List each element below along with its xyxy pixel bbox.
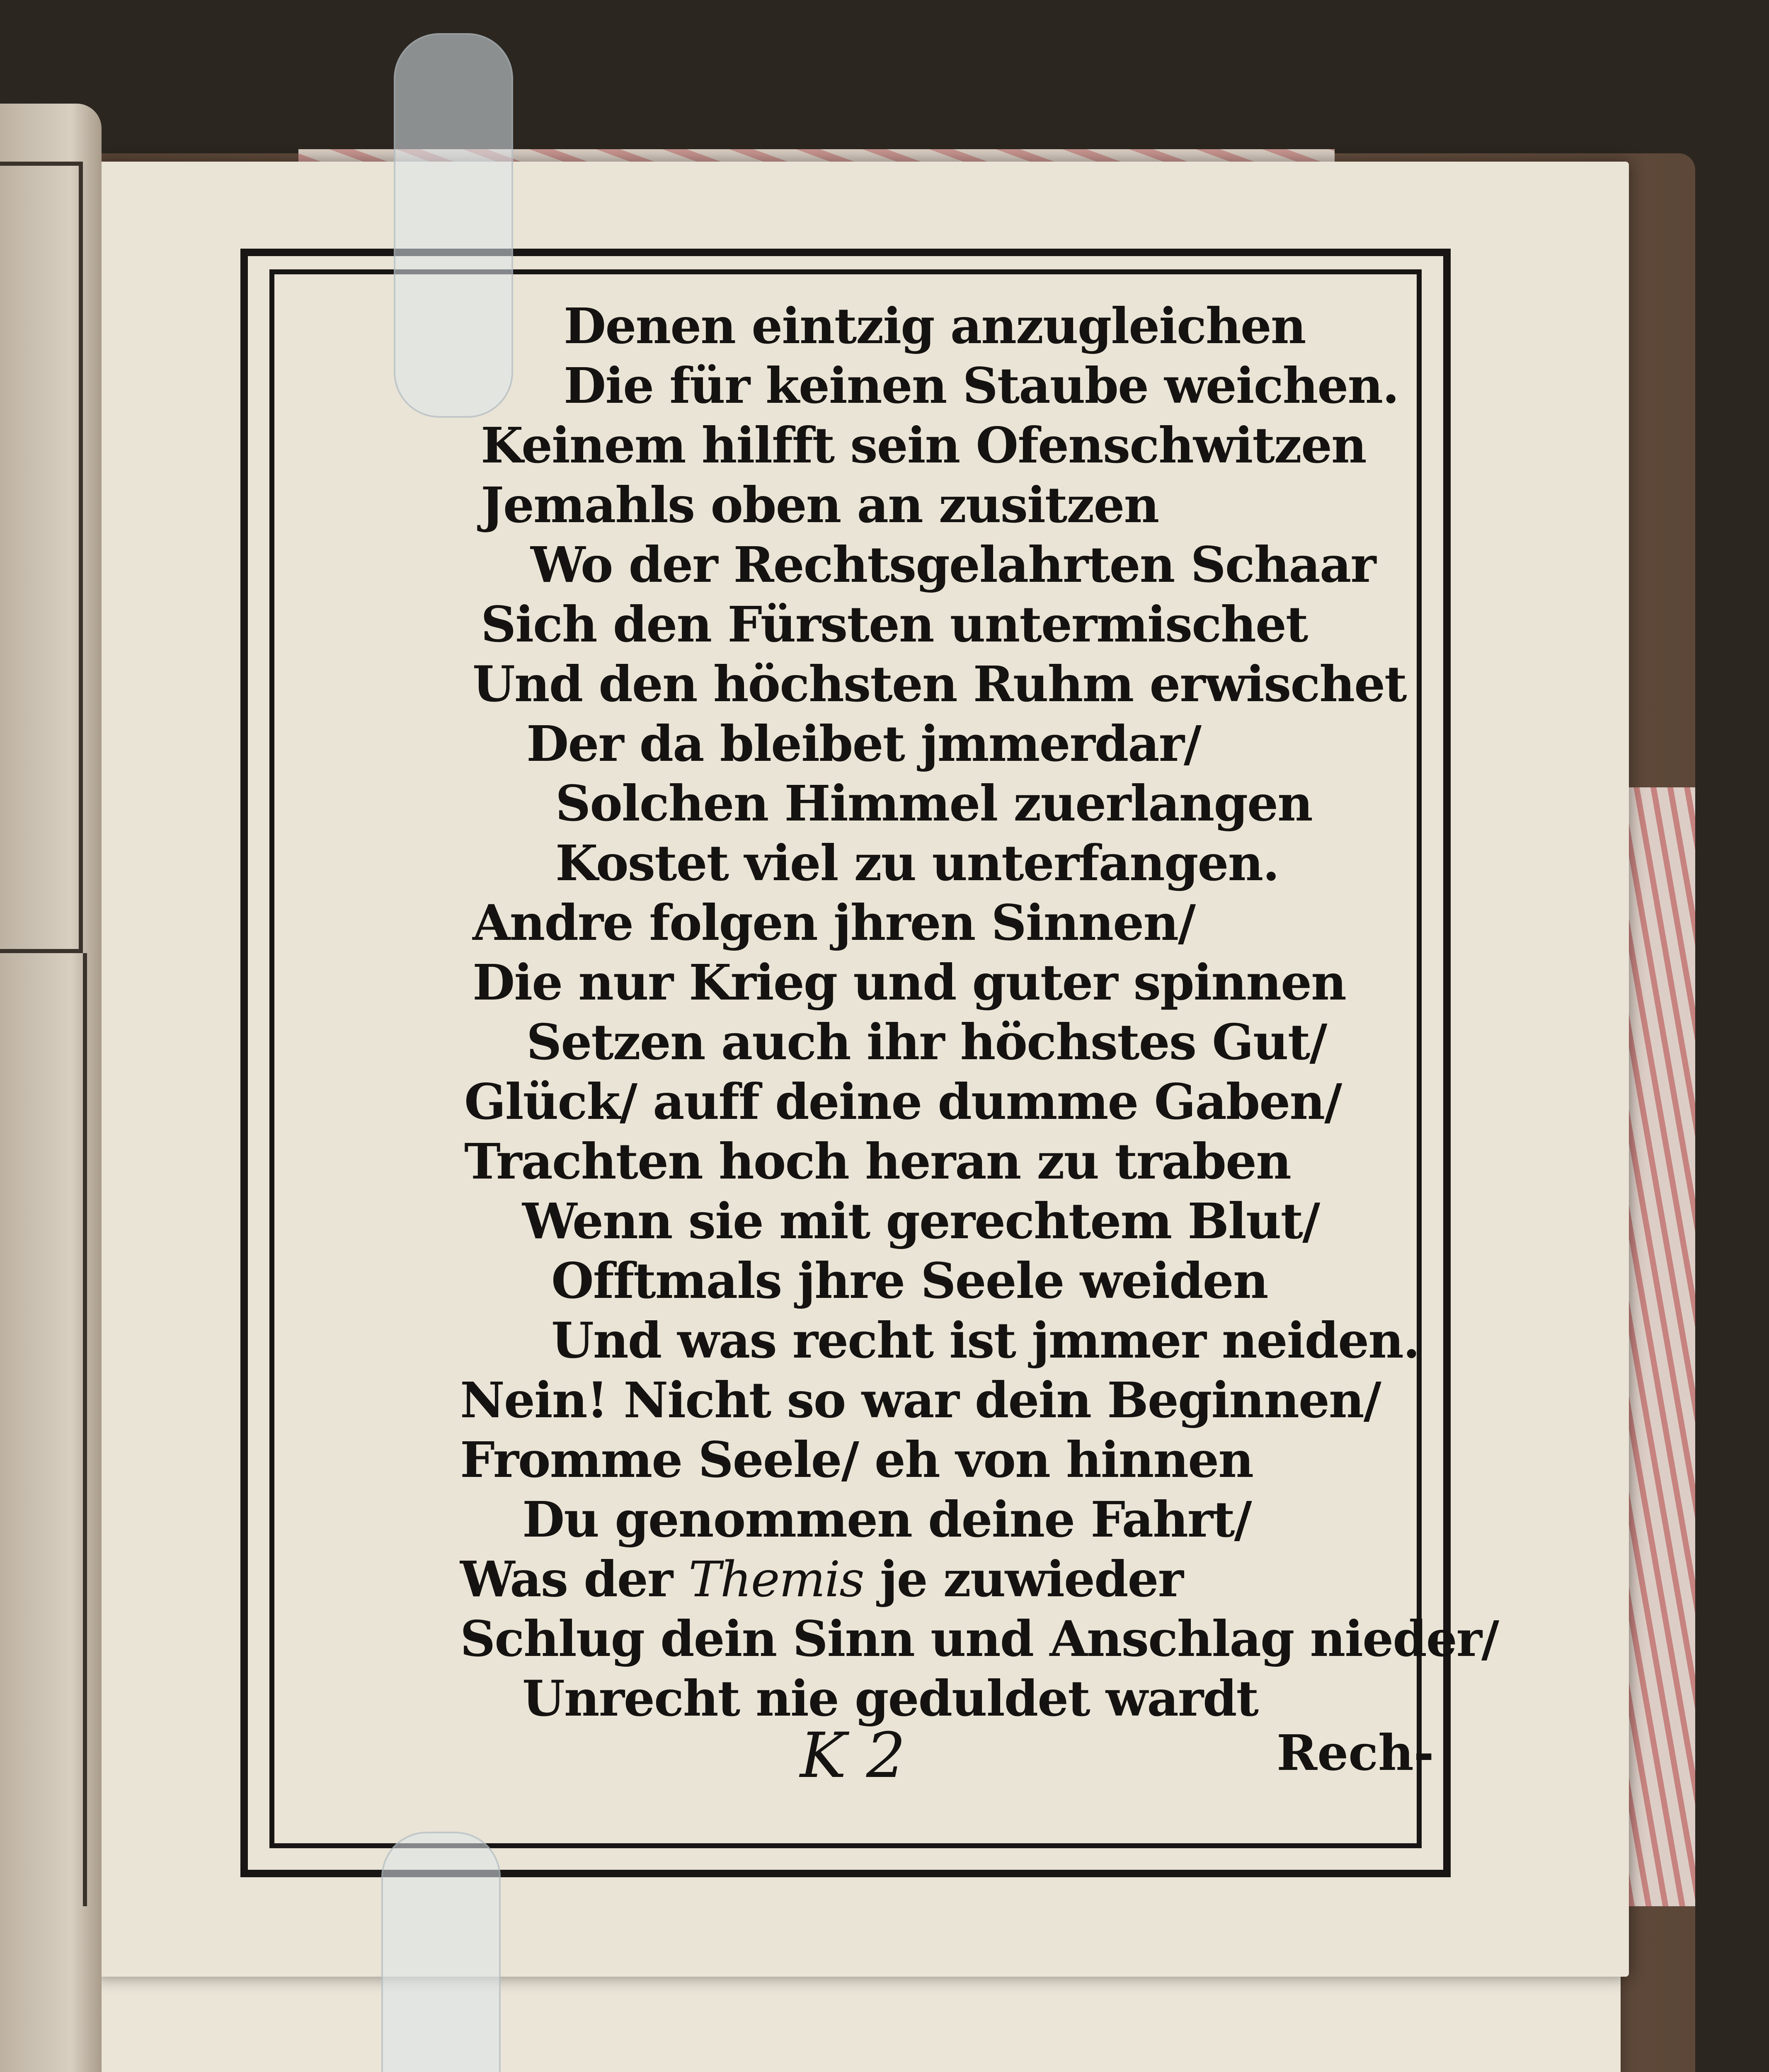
poem-text [332,296,1499,1728]
poem-line: Wenn sie mit gerechtem Blut/ [522,1192,1320,1250]
poem-line: Denen eintzig anzugleichen [564,297,1306,355]
poem-line: Die für keinen Staube weichen. [564,357,1399,414]
poem-line: Unrecht nie geduldet wardt [522,1670,1258,1727]
poem-line: Schlug dein Sinn und Anschlag nieder/ [460,1610,1499,1668]
poem-line [332,1549,1393,1609]
poem-line: Sich den Fürsten untermischet [481,595,1308,653]
archival-clip-top [394,33,513,418]
poem-line-themis: Themis [688,1551,864,1608]
poem-line: Der da bleibet jmmerdar/ [526,715,1201,772]
poem-line: Solchen Himmel zuerlangen [555,775,1312,832]
poem-line: Setzen auch ihr höchstes Gut/ [526,1013,1327,1071]
left-page-frame [0,162,83,953]
poem-line: Fromme Seele/ eh von hinnen [460,1431,1253,1489]
poem-line: Wo der Rechtsgelahrten Schaar [531,536,1376,593]
catchword: Rech- [1277,1724,1434,1782]
poem-line: Nein! Nicht so war dein Beginnen/ [460,1371,1381,1429]
poem-line: Andre folgen jhren Sinnen/ [473,894,1195,951]
poem-line: Keinem hilfft sein Ofenschwitzen [481,416,1366,474]
poem-line: Und den höchsten Ruhm erwischet [473,655,1406,713]
poem-line: Jemahls oben an zusitzen [481,476,1159,534]
poem-line-end: je zuwieder [880,1550,1183,1608]
poem-line: Kostet viel zu unterfangen. [555,834,1279,892]
poem-line: Du genommen deine Fahrt/ [522,1491,1251,1548]
poem-line: Und was recht ist jmmer neiden. [551,1312,1420,1369]
signature-mark: K 2 [800,1720,906,1792]
poem-line: Trachten hoch heran zu traben [464,1133,1291,1190]
poem-line: Die nur Krieg und guter spinnen [473,954,1346,1011]
poem-line: Offtmals jhre Seele weiden [551,1252,1268,1310]
poem-line: Glück/ auff deine dumme Gaben/ [464,1073,1342,1130]
poem-line-start: Was der [460,1550,672,1608]
marbled-edge-right [1629,787,1695,1906]
left-page-frame-lower [0,953,87,1906]
archival-clip-bottom [381,1832,501,2072]
